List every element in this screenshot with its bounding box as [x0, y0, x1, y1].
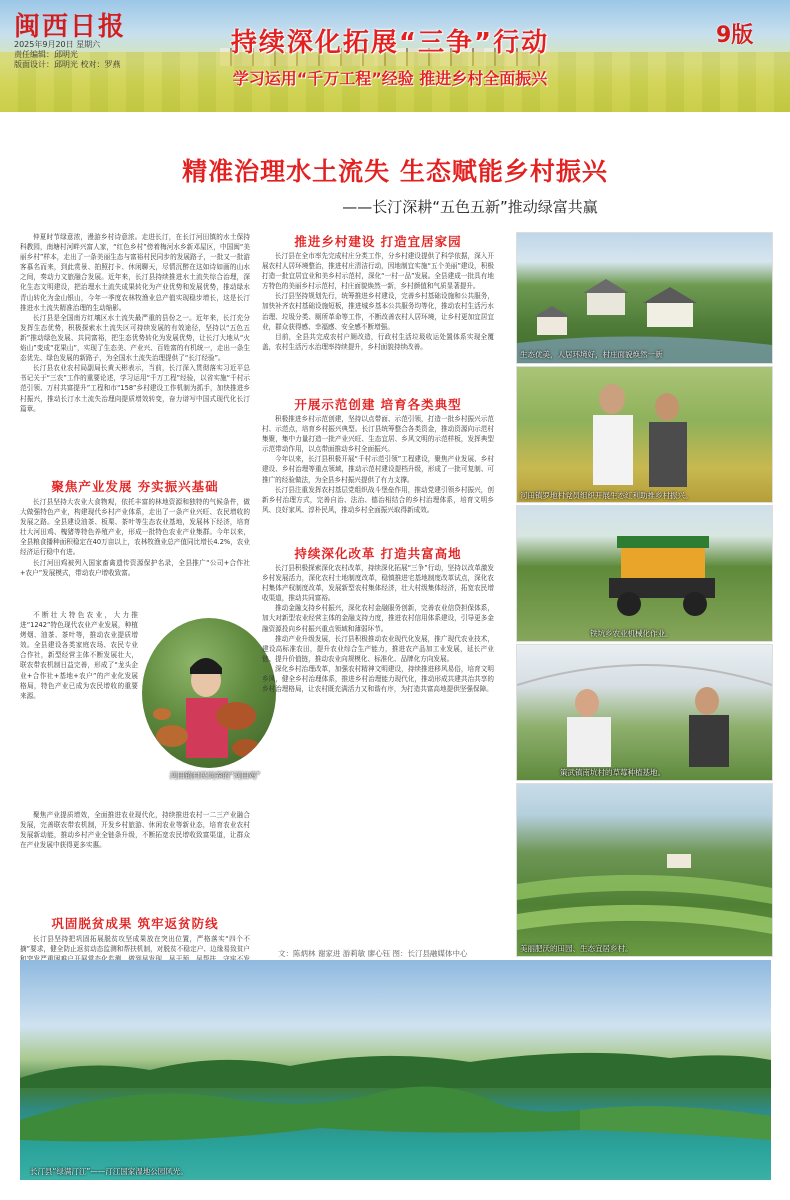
paragraph: 聚焦产业提质增效，全面推进农业现代化，持续推进农村一二三产业融合发展，完善联农带农机制，开发乡村旅游、休闲农业等新业态，培育农业农村发展新动能，推动乡村产业全链条升级，不断拓宽农民增收致富渠道，让群众在产业发展中获得更多实惠。 — [20, 811, 250, 850]
section-text — [262, 563, 494, 943]
photo-caption: 长汀县“绿满汀江”——汀江国家湿地公园风光。 — [30, 1167, 188, 1176]
panorama-photo — [20, 960, 771, 1180]
fields-graphic — [517, 784, 772, 956]
section-heading: 持续深化改革 打造共富高地 — [294, 546, 462, 561]
paragraph: 长汀县农业农村局副局长黄天彬表示，当前，长汀深入贯彻落实习近平总书记关于“三农”工作的重要论述，学习运用“千万工程”经验，以省实施“千村示范引领、万村共富提升”工程和市“158”乡村建设工作机制为抓手，加快推进乡村振兴，推动长汀水土流失治理向提质增效转变，奋力谱写中国式现代化长汀篇章。 — [20, 364, 250, 413]
farmers-graphic — [517, 367, 772, 502]
paragraph: 推动金融支持乡村振兴，深化农村金融服务创新，完善农业信贷担保体系，加大对新型农业经营主体的金融支持力度，推进农村信用体系建设，引导更多金融资源投向乡村振兴重点领域和薄弱环节。 — [262, 604, 494, 633]
paragraph: 深化乡村治理改革，加强农村精神文明建设，持续推进移风易俗，培育文明乡风，健全乡村治理体系，推进乡村治理能力现代化，推动形成共建共治共享的乡村治理格局，让农村既充满活力又和谐有序，为打造共富高地提供坚强保障。 — [262, 664, 494, 694]
section-text — [20, 810, 250, 910]
terraced-fields-photo — [516, 783, 773, 957]
page-headline: 持续深化拓展“三争”行动 — [230, 28, 550, 58]
section-text — [262, 251, 494, 389]
tractor-graphic — [517, 506, 772, 641]
paragraph: 积极推进乡村示范创建，坚持以点带面、示范引领，打造一批乡村振兴示范村、示范点，培育乡村振兴典型。长汀县统筹整合各类资金，推动资源向示范村集聚，集中力量打造一批产业兴旺、生态宜居、乡风文明的示范样板，发挥典型示范带动作用，以点带面推动乡村全面振兴。 — [262, 415, 494, 454]
section-text — [20, 497, 250, 607]
photo-caption: 铁坑乡农业机械化作业。 — [590, 629, 673, 638]
photo-caption: 河田镇罗地村党员组织开展生态红利助推乡村振兴。 — [520, 491, 693, 500]
paragraph: 长汀县是全国南方红壤区水土流失最严重的县份之一。近年来，长汀充分发挥生态优势，积极探索水土流失区可持续发展的有效途径，坚持以“五色五新”推动绿色发展、共同富裕，把生态优势转化为发展优势，让长汀大地从“火焰山”变成“花果山”，实现了生态美、产业兴、百姓富的有机统一，走出一条生态优先、绿色发展的新路子，为全国水土流失治理提供了“长汀经验”。 — [20, 313, 250, 363]
editor-credit: 责任编辑：邱明光 — [14, 50, 78, 59]
paragraph: 今年以来，长汀县积极开展“千村示范引领”工程建设，聚焦产业发展、乡村建设、乡村治理等重点领域，推动示范村建设提档升级，形成了一批可复制、可推广的经验做法，为全县乡村振兴提供了有力支撑。 — [262, 455, 494, 484]
photo-caption: 河田镇村民饲养的“河田鸡” — [169, 771, 261, 780]
designer-credit: 版面设计：邱明光 校对：罗燕 — [14, 60, 121, 69]
article-byline: 文：陈炳林 谢家进 游莉敏 廖心钰 图：长汀县融媒体中心 — [278, 949, 468, 958]
article-title: 精准治理水土流失 生态赋能乡村振兴 — [182, 157, 608, 186]
photo-caption: 生态优美，人居环境好，村庄面貌焕然一新 — [520, 350, 663, 359]
paragraph: 长汀县在全市率先完成村庄分类工作，分乡村建设提供了科学依据，深入开展农村人居环境整治，推进村庄清洁行动，因地制宜实施“五个美丽”建设，积极打造一批宜居宜业和美乡村示范村，深化“一村一品”发展。全县建成一批具有地方特色的美丽乡村示范村，村庄面貌焕然一新，乡村颜值和气质显著提升。 — [262, 252, 494, 291]
village-photo — [516, 232, 773, 364]
page-subheadline: 学习运用“千万工程”经验 推进乡村全面振兴 — [232, 69, 548, 88]
rice-field-photo — [516, 366, 773, 503]
paragraph: 长汀县坚持把巩固拓展脱贫攻坚成果放在突出位置，严格落实“四个不摘”要求，健全防止返贫动态监测和帮扶机制，对脱贫不稳定户、边缘易致贫户 — [20, 935, 250, 954]
paragraph: 长汀县注重发挥农村基层党组织战斗堡垒作用，推动党建引领乡村振兴，创新乡村治理方式，完善自治、法治、德治相结合的乡村治理体系，培育文明乡风、良好家风、淳朴民风，推动乡村全面振兴取得新成效。 — [262, 485, 494, 514]
article-subtitle: ——长汀深耕“五色五新”推动绿富共赢 — [342, 198, 598, 216]
page-number: 9版 — [716, 23, 754, 48]
chicken-farm-photo — [142, 618, 276, 768]
paragraph: 长汀县积极探索深化农村改革，持续深化拓展“三争”行动，坚持以改革激发乡村发展活力，深化农村土地制度改革，稳慎推进宅基地制度改革试点，深化农村集体产权制度改革，发展新型农村集体经济，壮大村级集体经济，拓宽农民增收渠道，推动共同富裕。 — [262, 564, 494, 603]
paragraph: 长汀县坚持大农业大食物观，依托丰富的林地资源和独特的气候条件，做大做强特色产业，构建现代乡村产业体系，走出了一条产业兴旺、农民增收的发展之路。全县建设油茶、板栗、茶叶等生态农业基地，发展林下经济，培育壮大河田鸡、槐猪等特色养殖产业，形成一批特色农业产业集群。今年以来，全县粮食播种面积稳定在40万亩以上，农林牧渔业总产值同比增长4.2%，农业经济运行稳中有进。 — [20, 498, 250, 557]
section-text-wrap — [20, 610, 138, 810]
village-graphic — [517, 233, 772, 363]
section-heading: 聚焦产业发展 夯实振兴基础 — [51, 479, 219, 494]
greenhouse-graphic — [517, 645, 772, 780]
tractor-photo — [516, 505, 773, 642]
paragraph: 长汀县坚持规划先行，统筹推进乡村建设，完善乡村基础设施和公共服务，加快补齐农村基础设施短板，推进城乡基本公共服务均等化，推动农村生活污水治理、垃圾分类、厕所革命等工作，不断改善农村人居环境，让乡村更加宜居宜业，群众获得感、幸福感、安全感不断增强。 — [262, 292, 494, 331]
paragraph: 长汀河田鸡被列入国家畜禽遗传资源保护名录，全县推广“公司+合作社+农户”发展模式，带动农户增收致富。 — [20, 558, 250, 577]
section-text — [262, 414, 494, 538]
paragraph: 推动产业升级发展，长汀县积极推动农业现代化发展，推广现代农业技术，建设高标准农田，提升农业综合生产能力，推进农产品加工业发展，延长产业链、提升价值链，推动农业向规模化、标准化、品牌化方向发展。 — [262, 634, 494, 663]
issue-date: 2025年9月20日 星期六 — [14, 40, 101, 49]
intro-text — [20, 232, 250, 472]
section-heading: 巩固脱贫成果 筑牢返贫防线 — [51, 916, 219, 931]
photo-caption: 策武镇南坑村的草莓种植基地。 — [560, 768, 665, 777]
section-heading: 开展示范创建 培育各类典型 — [294, 397, 462, 412]
newspaper-logo: 闽西日报 — [14, 12, 127, 42]
paragraph: 不断壮大特色农业，大力推进“1242”特色现代农业产业发展，种植烤烟、油茶、茶叶等，推动农业提质增效。全县建设各类家庭农场、农民专业合作社，新型经营主体不断发展壮大，联农带农机制日益完善，形成了“龙头企业+合作社+基地+农户”的产业化发展格局，特色产业已成为农民增收的重要来源。 — [20, 611, 138, 700]
lake-graphic — [20, 960, 771, 1180]
paragraph: 目前，全县共完成农村户厕改造，行政村生活垃圾收运处置体系实现全覆盖，农村生活污水治理率持续提升，乡村面貌持续改善。 — [262, 332, 494, 351]
paragraph: 仲夏时节绿意浓，漫游乡村诗意浓。走进长汀，在长汀河田镇的水土保持科教园，南塘村河畔兴富人家，“红色乡村”傍着梅河水乡新邓屋区，中国闽“美丽乡村”样本，走出了一条美丽生态与富裕村民同步的发展路子，一批又一批游客慕名而来，到此赏景、拍照打卡、休闲聊天，尽情沉醉在这如诗如画的山水之间，奏动力文旅融合发展。近年来，长汀县持续推进水土流失综合治理，深化生态文明建设，把治理水土流失成果转化为产业优势和发展优势，推动绿水青山转化为金山银山，今年一季度农林牧渔业总产值实现稳步增长，这是长汀推进水土流失精准治理的生动缩影。 — [20, 233, 250, 312]
section-heading: 推进乡村建设 打造宜居家园 — [294, 234, 462, 249]
strawberry-greenhouse-photo — [516, 644, 773, 781]
photo-caption: 美丽肥沃的田园、生态宜居乡村。 — [520, 944, 633, 953]
chicken-farm-graphic — [142, 618, 276, 768]
